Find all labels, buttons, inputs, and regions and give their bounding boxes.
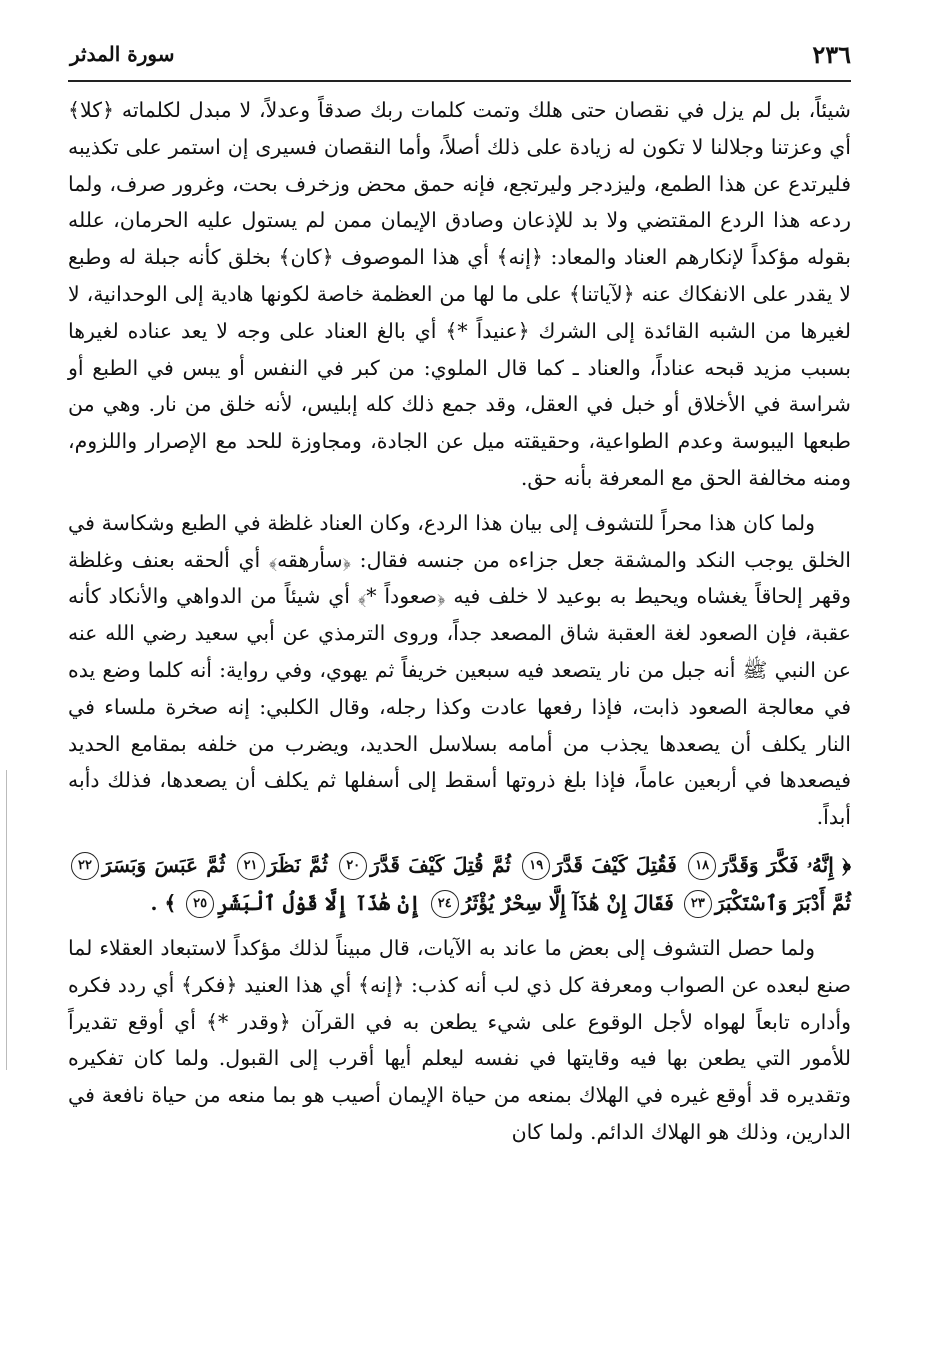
verse-tail: . (150, 890, 158, 915)
paragraph-3: ولما حصل التشوف إلى بعض ما عاند به الآيات، قال مبيناً لذلك مؤكداً لاستبعاد العقلاء لما صنع لبعده عن الصواب ومعرفة كل ذي لب أنه كذب: ﴿إنه﴾ أي هذا العنيد ﴿فكر﴾ أي ردد فكره وأداره تابعاً لهواه لأجل الوقوع على شيء يطعن به في القرآن ﴿وقدر *﴾ أي أوقع تقديراً للأمور التي يطعن بها فيه وقايتها في نفسه ليعلم أيها أقرب إلى القبول. ولما كان تفكيره وتقديره قد أوقع غيره في الهلاك بمنعه من حياة الإيمان أصيب هو بما منعه من حياة نافعة في الدارين، وذلك هو الهلاك الدائم. ولما كان (68, 935, 851, 1144)
paragraph-2: ولما كان هذا محراً للتشوف إلى بيان هذا الردع، وكان العناد غلظة في الطبع وشكاسة في الخلق يوجب النكد والمشقة جعل جزاءه من جنسه فقال: ﴿سأرهقه﴾ أي ألحقه بعنف وغلظة وقهر إلحاقاً يغشاه ويحيط به بوعيد لا خلف فيه ﴿صعوداً *﴾ أي شيئاً من الدواهي والأنكاد كأنه عقبة، فإن الصعود لغة العقبة شاق المصعد جداً، وروى الترمذي عن أبي سعيد رضي الله عنه عن النبي ﷺ أنه جبل من نار يتصعد فيه سبعين خريفاً ثم يهوي، وفي رواية: أنه كلما وضع يده في معالجة الصعود ذابت، فإذا رفعها عادت وكذا رجله، وقال الكلبي: إنه صخرة ملساء في النار يكلف أن يصعدها يجذب من أمامه بسلاسل الحديد، ويضرب من خلفه بمقامع الحديد فيصعدها في أربعين عاماً، فإذا بلغ ذروتها أسقط إلى أسفلها ثم يكلف أن يصعدها، فذلك دأبه أبداً. (68, 510, 851, 830)
page-body (68, 92, 851, 1151)
verse-number: ١٩ (522, 852, 550, 880)
page-number: ٢٣٦ (812, 40, 851, 69)
verse-open-bracket: ﴿ (842, 852, 852, 877)
header-rule (68, 80, 851, 82)
verse-text: فَقُتِلَ كَيْفَ قَدَّرَ (553, 852, 677, 877)
verse-text: إِنَّهُۥ فَكَّرَ وَقَدَّرَ (719, 852, 834, 877)
verse-close-bracket: ﴾ (164, 890, 177, 915)
verse-number: ٢٣ (684, 890, 712, 918)
verse-number: ٢٤ (431, 890, 459, 918)
verse-number: ٢٥ (186, 890, 214, 918)
page-header (70, 40, 851, 76)
verse-number: ٢٠ (339, 852, 367, 880)
verse-text: ثُمَّ أَدْبَرَ وَٱسْتَكْبَرَ (714, 890, 851, 915)
surah-title: سورة المدثر (70, 42, 175, 66)
quran-verses (68, 846, 851, 922)
verse-text: فَقَالَ إِنْ هَٰذَآ إِلَّا سِحْرٌ يُؤْثَرُ (461, 890, 674, 915)
verse-text: إِنْ هَٰذَآ إِلَّا قَوْلُ ٱلْبَشَرِ (217, 890, 421, 915)
verse-text: ثُمَّ قُتِلَ كَيْفَ قَدَّرَ (370, 852, 511, 877)
verse-text: ثُمَّ نَظَرَ (267, 852, 328, 877)
paragraph-1: شيئاً، بل لم يزل في نقصان حتى هلك وتمت كلمات ربك صدقاً وعدلاً، لا مبدل لكلماته ﴿كلا﴾ أي وعزتنا وجلالنا لا تكون له زيادة على ذلك أصلاً، وأما النقصان فسيرى إن استمر على تكذيبه فليرتدع عن هذا الطمع، وليزدجر وليرتجع، فإنه حمق محض وزخرف بحت، وغرور صرف، ولما ردعه هذا الردع المقتضي ولا بد للإذعان وصادق الإيمان ممن لم يستول عليه الحرمان، علله بقوله مؤكداً لإنكارهم العناد والمعاد: ﴿إنه﴾ أي هذا الموصوف ﴿كان﴾ بخلق كأنه جبلة له وطبع لا يقدر على الانفكاك عنه ﴿لآياتنا﴾ على ما لها من العظمة خاصة لكونها هادية إلى الوحدانية، لا لغيرها من الشبه القائدة إلى الشرك ﴿عنيداً *﴾ أي بالغ العناد على وجه لا يعد عناده لغيرها بسبب مزيد قبحه عناداً، والعناد ـ كما قال الملوي: من كبر في النفس أو يبس في الطبع أو شراسة في الأخلاق أو خبل في العقل، وقد جمع ذلك كله إبليس، لأنه خلق من نار. وهي من طبعها اليبوسة وعدم الطواعية، وحقيقته ميل عن الجادة، ومجاوزة للحد مع الإصرار واللزوم، ومنه مخالفة الحق مع المعرفة بأنه حق. (68, 98, 851, 490)
verse-number: ٢١ (237, 852, 265, 880)
scan-margin-line (6, 770, 7, 1070)
verse-text: ثُمَّ عَبَسَ وَبَسَرَ (102, 852, 226, 877)
verse-number: ٢٢ (71, 852, 99, 880)
verse-number: ١٨ (688, 852, 716, 880)
